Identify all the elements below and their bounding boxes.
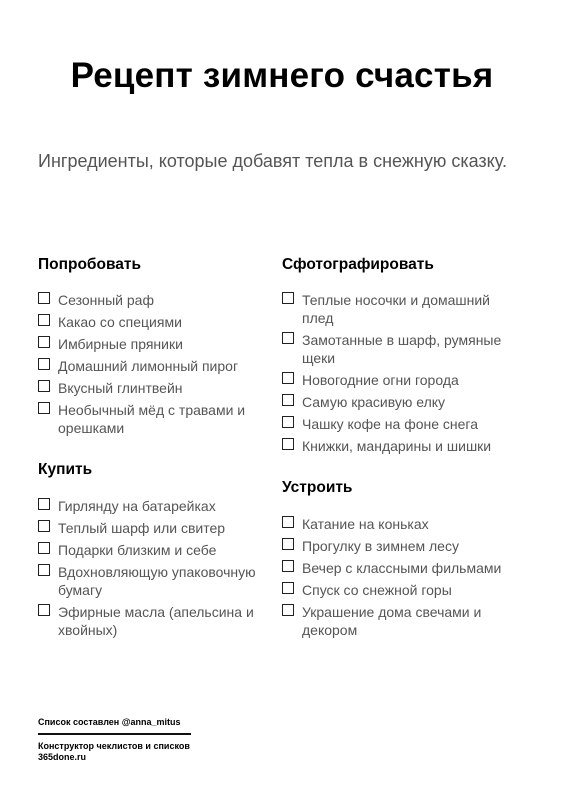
checklist-arrange bbox=[282, 515, 522, 643]
checkbox[interactable] bbox=[38, 520, 50, 532]
checklist-item[interactable] bbox=[38, 357, 278, 375]
checklist-item[interactable] bbox=[282, 559, 522, 577]
checkbox[interactable] bbox=[282, 560, 294, 572]
checkbox[interactable] bbox=[38, 604, 50, 616]
checklist-item[interactable] bbox=[38, 563, 278, 599]
checklist-item[interactable] bbox=[38, 603, 278, 639]
checklist-item[interactable] bbox=[38, 401, 278, 437]
checkbox[interactable] bbox=[38, 358, 50, 370]
checkbox[interactable] bbox=[282, 332, 294, 344]
checkbox[interactable] bbox=[282, 416, 294, 428]
checkbox[interactable] bbox=[282, 292, 294, 304]
section-title-buy: Купить bbox=[38, 461, 93, 478]
item-label: Спуск со снежной горы bbox=[302, 582, 452, 598]
checklist-item[interactable] bbox=[282, 331, 522, 367]
footer-site-link[interactable]: 365done.ru bbox=[38, 752, 87, 762]
checkbox[interactable] bbox=[282, 538, 294, 550]
item-label: Чашку кофе на фоне снега bbox=[302, 416, 479, 432]
checklist-item[interactable] bbox=[38, 519, 278, 537]
item-label: Прогулку в зимнем лесу bbox=[302, 538, 459, 554]
item-label: Домашний лимонный пирог bbox=[58, 358, 239, 374]
checklist-buy bbox=[38, 497, 278, 643]
checkbox[interactable] bbox=[38, 498, 50, 510]
checkbox[interactable] bbox=[38, 402, 50, 414]
footer-constructor: Конструктор чеклистов и списков bbox=[38, 741, 190, 751]
item-label: Украшение дома свечами и декором bbox=[302, 604, 482, 638]
checkbox[interactable] bbox=[38, 314, 50, 326]
item-label: Катание на коньках bbox=[302, 516, 429, 532]
checklist-item[interactable] bbox=[282, 371, 522, 389]
checklist-item[interactable] bbox=[282, 537, 522, 555]
checkbox[interactable] bbox=[282, 438, 294, 450]
checklist-item[interactable] bbox=[282, 603, 522, 639]
item-label: Гирлянду на батарейках bbox=[58, 498, 216, 514]
item-label: Теплые носочки и домашний плед bbox=[302, 292, 491, 326]
checkbox[interactable] bbox=[282, 516, 294, 528]
item-label: Вдохновляющую упаковочную бумагу bbox=[58, 564, 256, 598]
checklist-item[interactable] bbox=[282, 415, 522, 433]
section-title-try: Попробовать bbox=[38, 256, 142, 273]
page-title: Рецепт зимнего счастья bbox=[70, 56, 494, 95]
checkbox[interactable] bbox=[38, 564, 50, 576]
checklist-item[interactable] bbox=[282, 437, 522, 455]
item-label: Книжки, мандарины и шишки bbox=[302, 438, 492, 454]
item-label: Вкусный глинтвейн bbox=[58, 380, 183, 396]
item-label: Самую красивую елку bbox=[302, 394, 446, 410]
checkbox[interactable] bbox=[282, 582, 294, 594]
page-subtitle: Ингредиенты, которые добавят тепла в снежную сказку. bbox=[38, 151, 507, 171]
checklist-photograph bbox=[282, 291, 522, 459]
checklist-item[interactable] bbox=[38, 335, 278, 353]
checklist-item[interactable] bbox=[38, 291, 278, 309]
item-label: Имбирные пряники bbox=[58, 336, 183, 352]
checklist-item[interactable] bbox=[282, 515, 522, 533]
checklist-item[interactable] bbox=[282, 291, 522, 327]
checklist-try bbox=[38, 291, 278, 441]
item-label: Эфирные масла (апельсина и хвойных) bbox=[58, 604, 254, 638]
checkbox[interactable] bbox=[282, 394, 294, 406]
checklist-item[interactable] bbox=[38, 497, 278, 515]
item-label: Новогодние огни города bbox=[302, 372, 459, 388]
checklist-item[interactable] bbox=[282, 581, 522, 599]
footer-divider bbox=[38, 733, 191, 735]
item-label: Замотанные в шарф, румяные щеки bbox=[302, 332, 502, 366]
section-title-photograph: Сфотографировать bbox=[282, 256, 434, 273]
item-label: Вечер с классными фильмами bbox=[302, 560, 502, 576]
item-label: Необычный мёд с травами и орешками bbox=[58, 402, 246, 436]
checklist-item[interactable] bbox=[38, 313, 278, 331]
item-label: Теплый шарф или свитер bbox=[58, 520, 226, 536]
item-label: Сезонный раф bbox=[58, 292, 154, 308]
checkbox[interactable] bbox=[38, 336, 50, 348]
checkbox[interactable] bbox=[38, 380, 50, 392]
section-title-arrange: Устроить bbox=[282, 479, 353, 496]
checklist-item[interactable] bbox=[282, 393, 522, 411]
checkbox[interactable] bbox=[38, 292, 50, 304]
checklist-item[interactable] bbox=[38, 541, 278, 559]
checkbox[interactable] bbox=[282, 372, 294, 384]
checklist-item[interactable] bbox=[38, 379, 278, 397]
item-label: Какао со специями bbox=[58, 314, 182, 330]
checkbox[interactable] bbox=[282, 604, 294, 616]
checkbox[interactable] bbox=[38, 542, 50, 554]
item-label: Подарки близким и себе bbox=[58, 542, 217, 558]
footer-author: Список составлен @anna_mitus bbox=[38, 717, 181, 727]
